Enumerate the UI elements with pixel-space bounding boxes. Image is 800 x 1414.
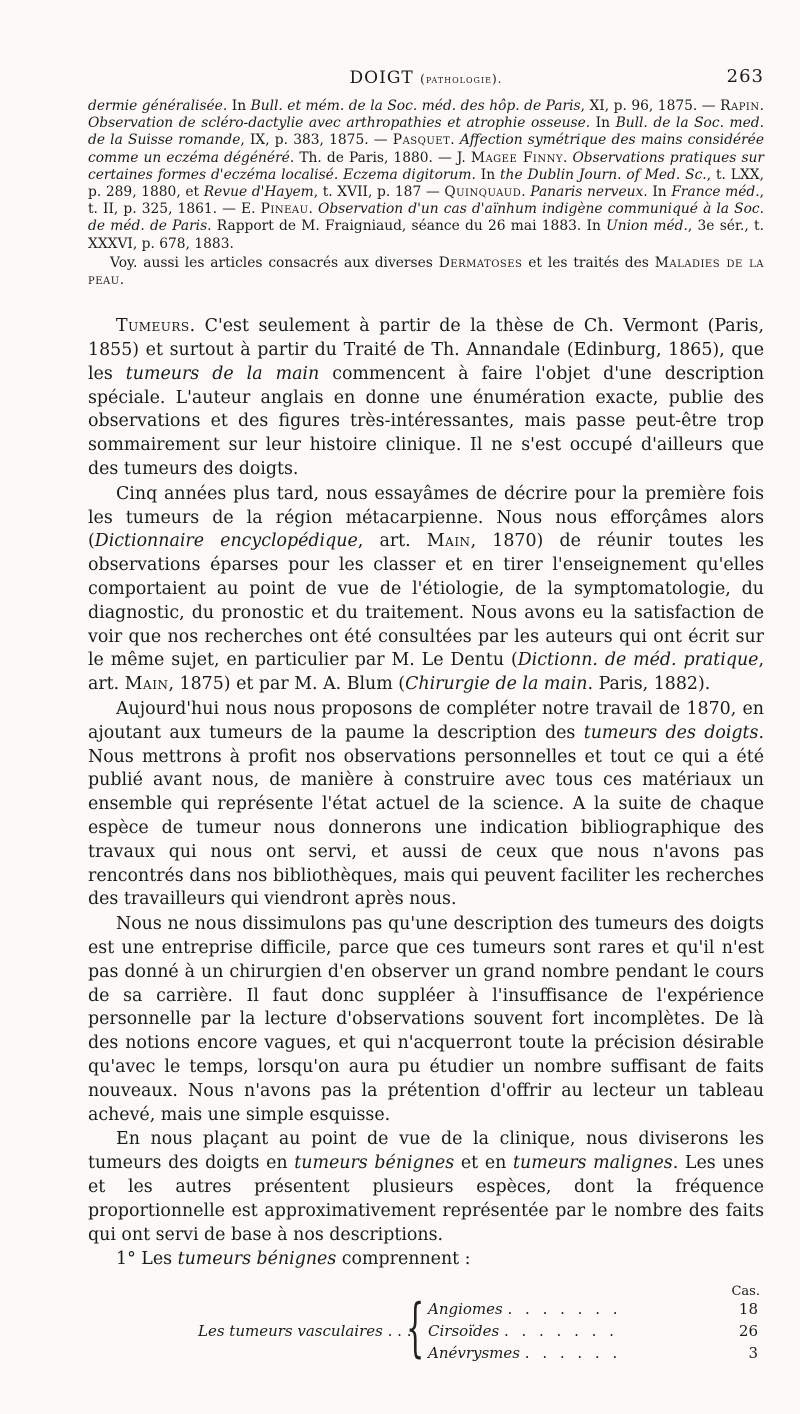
text-run: . Les unes et les autres présentent plusieurs espèces, dont la fréquence proportionnelle est approximativement représentée par le nombre des faits qui ont servi de base à nos descriptions. — [88, 1153, 765, 1245]
row-value: 18 — [738, 1300, 758, 1319]
text-run: . — [562, 149, 573, 166]
small-caps-text: Dermatoses — [438, 254, 523, 271]
text-run: , art. — [88, 650, 765, 695]
see-also-note — [88, 255, 764, 289]
text-run: . In — [643, 184, 672, 201]
document-page — [88, 62, 764, 1376]
small-caps-text: Pineau — [260, 201, 309, 218]
row-value: 26 — [738, 1322, 758, 1341]
italic-text: tumeurs bénignes — [294, 1153, 455, 1174]
italic-text: Observation d'un cas d'aïnhum indigène communiqué à la Soc. de méd. de Paris — [88, 201, 764, 235]
text-run: . — [119, 272, 125, 289]
row-dots: . . . . . . — [524, 1344, 622, 1363]
italic-text: Union méd. — [606, 218, 688, 235]
group-label-dots: . . . — [387, 1322, 412, 1341]
text-run: . — [308, 201, 319, 218]
italic-text: Bull. de la Soc. med. de la Suisse romande — [88, 115, 765, 149]
text-run: . C'est seulement à partir de la thèse de Ch. Vermont (Paris, 1855) et surtout à partir du Traité de Th. Annandale (Edinburg, 1865), que les — [88, 316, 764, 384]
italic-text: tumeurs des doigts — [583, 722, 759, 743]
paragraph — [88, 315, 764, 482]
group-label-text: Les tumeurs vasculaires — [198, 1322, 383, 1341]
text-run: Voy. aussi les articles consacrés aux diverses — [110, 254, 439, 271]
text-run: , 1870) de réunir toutes les observations éparses pour les classer et en tirer l'enseignement qu'elles comportaient au point de vue de l'étiologie, de la symptomatologie, du diagnostic, du pronostic et du traitement. Nous avons eu la satisfaction de voir que nos recherches ont été consultées par les auteurs qui ont écrit sur le même sujet, en particulier par M. Le Dentu ( — [88, 531, 764, 671]
italic-text: the Dublin Journ. of Med. Sc. — [500, 166, 707, 183]
text-run: , t. II, p. 325, 1861. — E. — [88, 184, 764, 218]
text-run: , t. XVII, p. 187 — — [313, 184, 445, 201]
text-run: , 3e sér., t. XXXVI, p. 678, 1883. — [88, 218, 764, 252]
tumor-count-table — [88, 1276, 764, 1376]
paragraph — [88, 913, 764, 1127]
row-dots: . . . . . . . — [507, 1300, 622, 1319]
text-run: . Rapport de M. Fraigniaud, séance du 26 mai 1883. In — [207, 218, 607, 235]
text-run: En nous plaçant au point de vue de la clinique, nous diviserons les tumeurs des doigts en — [88, 1129, 764, 1174]
table-row — [428, 1342, 758, 1366]
bibliography-block — [88, 98, 764, 289]
main-text — [88, 315, 764, 1376]
text-run: comprennent : — [336, 1249, 471, 1270]
row-label: Anévrysmes — [428, 1344, 520, 1363]
small-caps-text: Main — [124, 674, 169, 695]
bibliography-paragraph — [88, 98, 764, 253]
header-title — [88, 68, 764, 88]
paragraph — [88, 1128, 764, 1247]
table-row — [428, 1298, 758, 1322]
small-caps-text: Pasquet — [392, 132, 451, 149]
text-run: . Th. de Paris, 1880. — J. — [289, 149, 471, 166]
small-caps-text: Magee Finny — [470, 149, 563, 166]
italic-text: Dictionn. de méd. pratique — [517, 650, 759, 671]
text-run: . — [521, 184, 531, 201]
text-run: commencent à faire l'objet d'une description spéciale. L'auteur anglais en donne une énumération exacte, publie des observations et des figures très-intéressantes, mais passe peut-être trop sommairement sur leur histoire clinique. Il ne s'est occupé d'ailleurs que des tumeurs des doigts. — [88, 363, 765, 480]
italic-text: Dictionnaire encyclopédique — [94, 531, 358, 552]
text-run: . Paris, 1882). — [587, 674, 711, 695]
italic-text: Revue d'Hayem — [203, 184, 314, 201]
table-row — [428, 1320, 758, 1344]
header-title-sub: (pathologie). — [420, 72, 503, 86]
header-title-main: DOIGT — [349, 68, 414, 88]
text-run: , art. — [357, 531, 427, 552]
italic-text: Affection symétrique des mains considérée comme un eczéma dégénéré — [88, 132, 764, 166]
text-run: In — [590, 115, 616, 132]
italic-text: tumeurs de la main — [125, 363, 320, 384]
row-dots: . . . . . . . — [503, 1322, 618, 1341]
italic-text: tumeurs malignes — [513, 1153, 673, 1174]
italic-text: France méd. — [671, 184, 760, 201]
text-run: . In — [471, 166, 501, 183]
text-run: . Nous mettrons à profit nos observations personnelles et tout ce qui a été publié avant nous, de manière à construire avec tous ces matériaux un ensemble qui représente l'état actuel de la science. A la suite de chaque espèce de tumeur nous donnerons une indication bibliographique des travaux qui nous ont servi, et aussi de ceux que nous n'avons pas rencontrés dans nos bibliothèques, mais qui peuvent faciliter les recherches des travailleurs qui viendront après nous. — [88, 722, 764, 910]
small-caps-text: Quinquaud — [444, 184, 522, 201]
text-run: , 1875) et par M. A. Blum ( — [168, 674, 406, 695]
text-run: . — [759, 98, 765, 114]
text-run: et en — [454, 1153, 514, 1174]
italic-text: tumeurs bénignes — [177, 1249, 337, 1270]
italic-text: Observations pratiques sur certaines formes d'eczéma localisé. Eczema digitorum — [88, 149, 765, 183]
small-caps-text: Main — [426, 531, 471, 552]
running-header — [88, 62, 764, 96]
text-run: Nous ne nous dissimulons pas qu'une description des tumeurs des doigts est une entreprise difficile, parce que ces tumeurs sont rares et qu'il n'est pas donné à un chirurgien d'en observer un grand nombre pendant le cours de sa carrière. Il faut donc suppléer à l'insuffisance de l'expérience personnelle par la lecture d'observations souvent fort incomplètes. De là des notions encore vagues, et qui n'acquerront toute la précision désirable qu'avec le temps, lorsqu'on aura pu étudier un nombre suffisant de faits nouveaux. Nous n'avons pas la prétention d'offrir au lecteur un tableau achevé, mais une simple esquisse. — [88, 914, 764, 1125]
text-run: 1° Les — [116, 1249, 178, 1270]
text-run: Aujourd'hui nous nous proposons de compléter notre travail de 1870, en ajoutant aux tumeurs de la paume la description des — [88, 698, 764, 743]
group-label — [198, 1320, 411, 1344]
italic-text: Observation de scléro-dactylie avec arthropathies et atrophie osseuse. — [88, 115, 591, 132]
row-label: Angiomes — [428, 1300, 503, 1319]
italic-text: dermie généralisée. — [88, 98, 228, 114]
text-run: et les traités des — [522, 254, 655, 271]
row-label: Cirsoïdes — [428, 1322, 500, 1341]
brace-symbol: { — [406, 1291, 425, 1366]
small-caps-text: Tumeurs — [116, 316, 190, 337]
list-item-heading — [88, 1248, 764, 1272]
small-caps-text: Rapin — [720, 98, 760, 114]
cases-column-header: Cas. — [731, 1284, 760, 1300]
text-run: , XI, p. 96, 1875. — — [580, 98, 721, 114]
text-run: . — [450, 132, 460, 149]
row-value: 3 — [748, 1344, 758, 1363]
page-number: 263 — [726, 66, 764, 87]
text-run: Cinq années plus tard, nous essayâmes de décrire pour la première fois les tumeurs de la région métacarpienne. Nous nous efforçâmes alors ( — [88, 483, 764, 552]
text-run: , IX, p. 383, 1875. — — [240, 132, 393, 149]
italic-text: Bull. et mém. de la Soc. méd. des hôp. de Paris — [250, 98, 581, 114]
small-caps-text: Maladies de la peau — [88, 254, 764, 289]
paragraph — [88, 483, 764, 697]
italic-text: Panaris nerveux — [530, 184, 644, 201]
paragraph — [88, 698, 764, 912]
text-run: , t. LXX, p. 289, 1880, et — [88, 166, 764, 201]
italic-text: Chirurgie de la main — [405, 674, 588, 695]
text-run: In — [227, 98, 251, 114]
